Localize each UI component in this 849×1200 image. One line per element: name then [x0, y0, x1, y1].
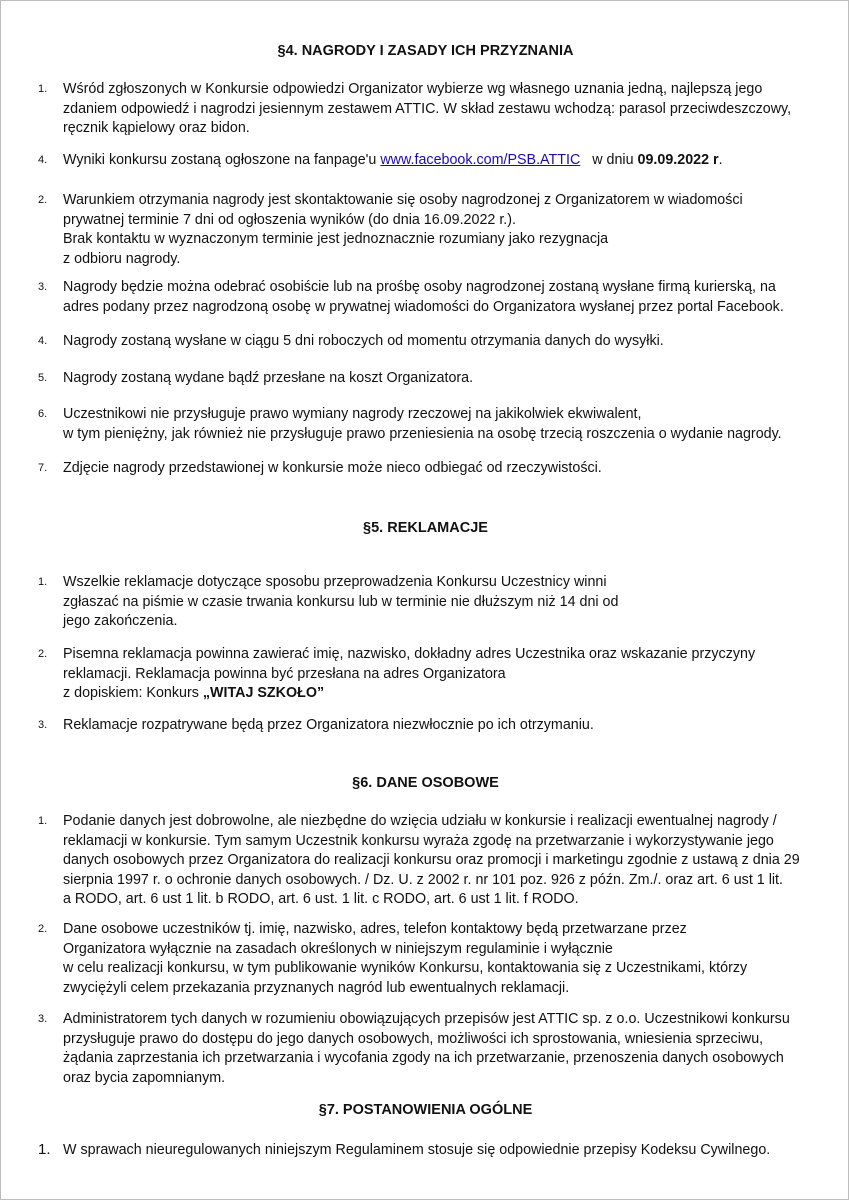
item-number: 3. — [38, 719, 48, 731]
item-number: 2. — [38, 923, 48, 935]
item-text: Nagrody zostaną wysłane w ciągu 5 dni roboczych od momentu otrzymania danych do wysyłki. — [63, 333, 664, 349]
item-number: 3. — [38, 281, 48, 293]
item-number: 4. — [38, 335, 48, 347]
section-heading-5: §5. REKLAMACJE — [363, 520, 488, 536]
item-number: 2. — [38, 194, 48, 206]
section-heading-4: §4. NAGRODY I ZASADY ICH PRZYZNANIA — [277, 43, 574, 59]
item-number: 5. — [38, 372, 48, 384]
contest-name: „WITAJ SZKOŁO” — [202, 685, 325, 701]
item-number: 3. — [38, 1013, 48, 1025]
section-heading-6: §6. DANE OSOBOWE — [352, 775, 499, 791]
item-text: Zdjęcie nagrody przedstawionej w konkursie może nieco odbiegać od rzeczywistości. — [63, 460, 602, 476]
item-text: Uczestnikowi nie przysługuje prawo wymiany nagrody rzeczowej na jakikolwiek ekwiwalent, w tym pieniężny, jak również nie przysługuje prawo przeniesienia na osobę trzecią roszczenia o wydanie nagrody. — [63, 406, 782, 442]
section-heading-7: §7. POSTANOWIENIA OGÓLNE — [318, 1102, 533, 1118]
item-text: W sprawach nieuregulowanych niniejszym Regulaminem stosuje się odpowiednie przepisy Kodeksu Cywilnego. — [63, 1142, 771, 1158]
item-number: 1. — [38, 576, 48, 588]
item-text: Reklamacje rozpatrywane będą przez Organizatora niezwłocznie po ich otrzymaniu. — [63, 717, 594, 733]
item-text: Wyniki konkursu zostaną ogłoszone na fanpage'u www.facebook.com/PSB.ATTIC w dniu 09.09.2022 r. — [63, 152, 723, 168]
facebook-link[interactable]: www.facebook.com/PSB.ATTIC — [380, 152, 581, 168]
item-text: Administratorem tych danych w rozumieniu obowiązujących przepisów jest ATTIC sp. z o.o. Uczestnikowi konkursu przysługuje prawo do dostępu do jego danych osobowych, możliwości ich sprostowania, wniesienia sprzeciwu, żądania zaprzestania ich przetwarzania i wycofania zgody na ich przetwarzanie, przenoszenia danych osobowych oraz bycia zapomnianym. — [63, 1011, 790, 1086]
result-date: 09.09.2022 r — [637, 152, 719, 168]
item-number: 1. — [38, 83, 48, 95]
item-text: Nagrody będzie można odebrać osobiście lub na prośbę osoby nagrodzonej zostaną wysłane firmą kurierską, na adres podany przez nagrodzoną osobę w prywatnej wiadomości do Organizatora wysłanej przez portal Facebook. — [63, 279, 784, 315]
item-text: Warunkiem otrzymania nagrody jest skontaktowanie się osoby nagrodzonej z Organizatorem w wiadomości prywatnej terminie 7 dni od ogłoszenia wyników (do dnia 16.09.2022 r.). Brak kontaktu w wyznaczonym terminie jest jednoznacznie rozumiany jako rezygnacja z odbioru nagrody. — [63, 192, 743, 267]
item-number: 7. — [38, 462, 48, 474]
item-text: Nagrody zostaną wydane bądź przesłane na koszt Organizatora. — [63, 370, 474, 386]
item-number: 1. — [38, 815, 48, 827]
item-number: 2. — [38, 648, 48, 660]
item-text: Dane osobowe uczestników tj. imię, nazwisko, adres, telefon kontaktowy będą przetwarzane przez Organizatora wyłącznie na zasadach określonych w niniejszym regulaminie i wyłącznie w celu realizacji konkursu, w tym publikowanie wyników Konkursu, kontaktowania się z Uczestnikami, którzy zwyciężyli celem przekazania przyznanych nagród lub ewentualnych reklamacji. — [63, 921, 748, 996]
item-text: Wśród zgłoszonych w Konkursie odpowiedzi Organizator wybierze wg własnego uznania jedną, najlepszą jego zdaniem odpowiedź i nagrodzi jesiennym zestawem ATTIC. W skład zestawu wchodzą: parasol przeciwdeszczowy, ręcznik kąpielowy oraz bidon. — [63, 81, 792, 136]
item-text: Podanie danych jest dobrowolne, ale niezbędne do wzięcia udziału w konkursie i realizacji ewentualnej nagrody / reklamacji w konkursie. Tym samym Uczestnik konkursu wyraża zgodę na przetwarzanie i wykorzystywanie jego danych osobowych przez Organizatora do realizacji konkursu oraz promocji i marketingu zgodnie z ustawą z dnia 29 sierpnia 1997 r. o ochronie danych osobowych. / Dz. U. z 2002 r. nr 101 poz. 926 z późn. Zm./. oraz art. 6 ust 1 lit. a RODO, art. 6 ust 1 lit. b RODO, art. 6 ust. 1 lit. c RODO, art. 6 ust 1 lit. f RODO. — [63, 813, 800, 907]
item-number: 4. — [38, 154, 48, 166]
item-text: Wszelkie reklamacje dotyczące sposobu przeprowadzenia Konkursu Uczestnicy winni zgłaszać na piśmie w czasie trwania konkursu lub w terminie nie dłuższym niż 14 dni od jego zakończenia. — [63, 574, 619, 629]
item-text: Pisemna reklamacja powinna zawierać imię, nazwisko, dokładny adres Uczestnika oraz wskazanie przyczyny reklamacji. Reklamacja powinna być przesłana na adres Organizatora z dopiskiem: Konkurs „WITAJ SZKOŁO” — [63, 646, 756, 701]
item-number: 1. — [38, 1141, 51, 1158]
item-number: 6. — [38, 408, 48, 420]
